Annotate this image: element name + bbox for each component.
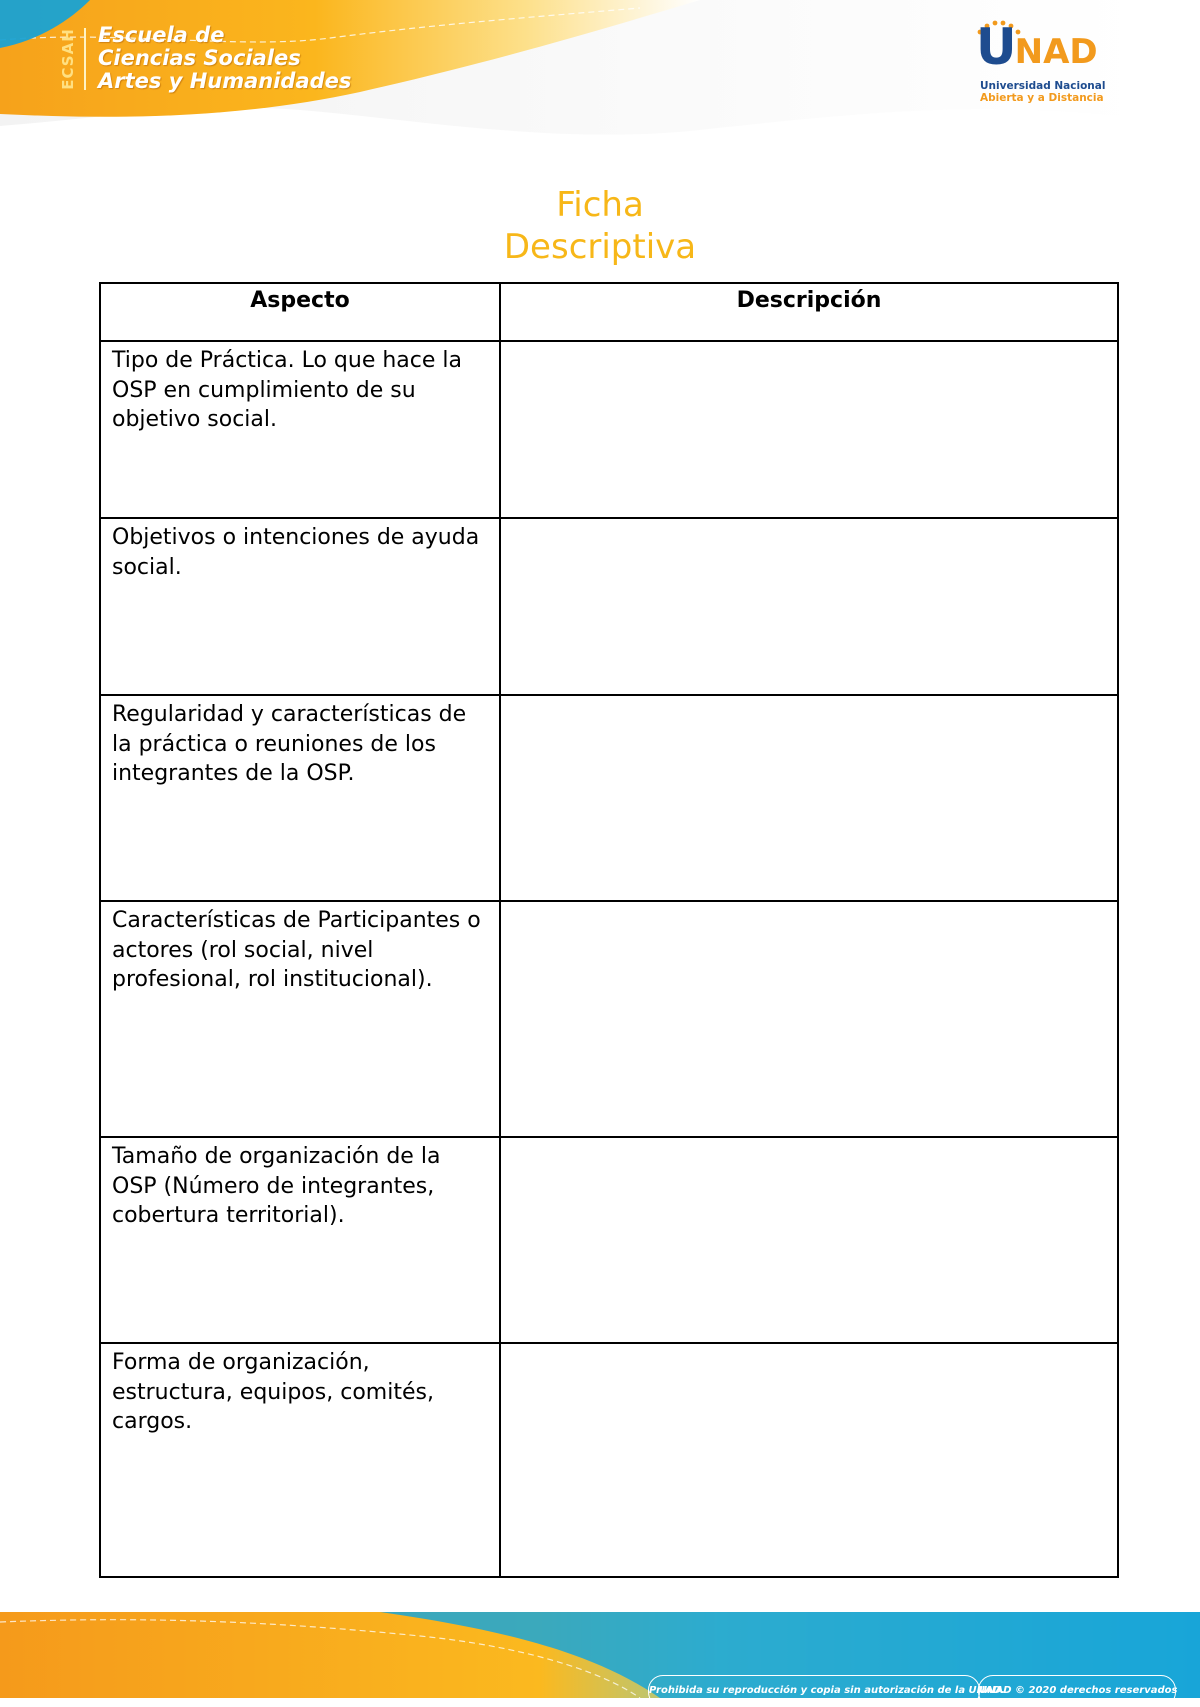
header-descripcion: Descripción: [500, 283, 1118, 341]
table-row: [100, 695, 1118, 901]
descripcion-cell[interactable]: [500, 1343, 1118, 1577]
page-header: [0, 0, 1200, 160]
table-header-row: [100, 283, 1118, 341]
aspecto-cell: Objetivos o intenciones de ayuda social.: [100, 518, 500, 695]
table-row: [100, 1137, 1118, 1343]
aspecto-cell: Tamaño de organización de la OSP (Número de integrantes, cobertura territorial).: [100, 1137, 500, 1343]
table-row: [100, 341, 1118, 518]
descripcion-cell[interactable]: [500, 1137, 1118, 1343]
aspecto-cell: Regularidad y características de la práctica o reuniones de los integrantes de la OSP.: [100, 695, 500, 901]
title-line: Descriptiva: [503, 227, 697, 267]
aspecto-cell: Tipo de Práctica. Lo que hace la OSP en cumplimiento de su objetivo social.: [100, 341, 500, 518]
school-name-line: Escuela de: [98, 23, 225, 47]
title-line: Ficha: [556, 185, 644, 225]
logo-wordmark: U NAD: [976, 18, 1098, 76]
descripcion-cell[interactable]: [500, 695, 1118, 901]
descripcion-cell[interactable]: [500, 518, 1118, 695]
unad-logo: [976, 20, 1106, 110]
logo-line-1: Universidad Nacional: [980, 80, 1106, 92]
ecsah-label: ECSAH: [59, 28, 77, 90]
school-name-line: Artes y Humanidades: [98, 69, 352, 93]
table-row: [100, 901, 1118, 1137]
page-title: [0, 184, 1200, 268]
footer-notice: Prohibida su reproducción y copia sin autorización de la UNAD.: [648, 1675, 980, 1707]
ficha-table: [99, 282, 1119, 1578]
descripcion-cell[interactable]: [500, 341, 1118, 518]
descripcion-cell[interactable]: [500, 901, 1118, 1137]
table-row: [100, 1343, 1118, 1577]
header-aspecto: Aspecto: [100, 283, 500, 341]
school-name: [98, 24, 351, 93]
header-divider: [84, 28, 86, 90]
footer-copyright: UNAD © 2020 derechos reservados: [978, 1675, 1176, 1707]
school-name-line: Ciencias Sociales: [98, 46, 301, 70]
table-row: [100, 518, 1118, 695]
logo-line-2: Abierta y a Distancia: [980, 92, 1104, 104]
aspecto-cell: Forma de organización, estructura, equipos, comités, cargos.: [100, 1343, 500, 1577]
aspecto-cell: Características de Participantes o actores (rol social, nivel profesional, rol institucional).: [100, 901, 500, 1137]
